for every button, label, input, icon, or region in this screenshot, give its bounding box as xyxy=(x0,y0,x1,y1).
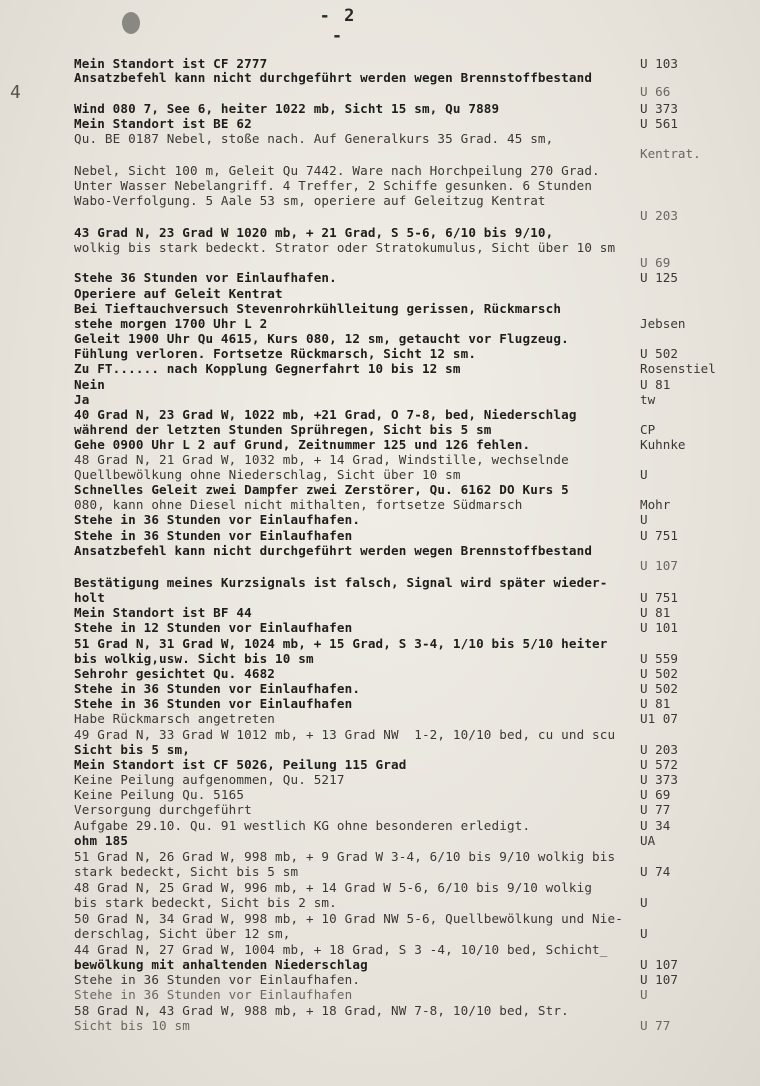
sender-tag: U 373 xyxy=(640,772,678,787)
sender-tag: U 69 xyxy=(640,255,671,270)
sender-tag: Rosenstiel xyxy=(640,361,716,376)
message-line: Zu FT...... nach Kopplung Gegnerfahrt 10 bis 12 sm xyxy=(74,361,461,376)
message-line: Stehe in 36 Stunden vor Einlaufhafen. xyxy=(74,512,361,527)
message-line: während der letzten Stunden Sprühregen, Sicht bis 5 sm xyxy=(74,422,492,437)
message-line: Schnelles Geleit zwei Dampfer zwei Zerstörer, Qu. 6162 DO Kurs 5 xyxy=(74,482,569,497)
sender-tag: U 572 xyxy=(640,757,678,772)
message-line: 48 Grad N, 21 Grad W, 1032 mb, + 14 Grad, Windstille, wechselnde xyxy=(74,452,569,467)
message-line: Stehe in 36 Stunden vor Einlaufhafen. xyxy=(74,681,361,696)
sender-tag: U 77 xyxy=(640,802,671,817)
message-line: 49 Grad N, 33 Grad W 1012 mb, + 13 Grad NW 1-2, 10/10 bed, cu und scu xyxy=(74,727,616,742)
message-line: Sicht bis 5 sm, xyxy=(74,742,190,757)
sender-tag: U1 07 xyxy=(640,711,678,726)
message-line: 080, kann ohne Diesel nicht mithalten, fortsetze Südmarsch xyxy=(74,497,523,512)
sender-tag: U xyxy=(640,926,648,941)
message-line: Quellbewölkung ohne Niederschlag, Sicht über 10 sm xyxy=(74,467,461,482)
message-line: 51 Grad N, 26 Grad W, 998 mb, + 9 Grad W 3-4, 6/10 bis 9/10 wolkig bis xyxy=(74,849,616,864)
sender-tag: U 559 xyxy=(640,651,678,666)
message-line: Stehe in 36 Stunden vor Einlaufhafen xyxy=(74,528,353,543)
sender-tag: Mohr xyxy=(640,497,671,512)
message-line: Gehe 0900 Uhr L 2 auf Grund, Zeitnummer 125 und 126 fehlen. xyxy=(74,437,531,452)
sender-tag: U 125 xyxy=(640,270,678,285)
message-line: Aufgabe 29.10. Qu. 91 westlich KG ohne besonderen erledigt. xyxy=(74,818,531,833)
sender-tag: U 81 xyxy=(640,377,671,392)
sender-tag: U 203 xyxy=(640,208,678,223)
sender-tag: U xyxy=(640,895,648,910)
sender-tag: U 81 xyxy=(640,605,671,620)
sender-tag: U 107 xyxy=(640,558,678,573)
message-line: Stehe in 36 Stunden vor Einlaufhafen. xyxy=(74,972,361,987)
message-line: Mein Standort ist BF 44 xyxy=(74,605,252,620)
message-line: Wabo-Verfolgung. 5 Aale 53 sm, operiere auf Geleitzug Kentrat xyxy=(74,193,546,208)
message-line: Fühlung verloren. Fortsetze Rückmarsch, Sicht 12 sm. xyxy=(74,346,477,361)
sender-tag: U 561 xyxy=(640,116,678,131)
message-line: Mein Standort ist BE 62 xyxy=(74,116,252,131)
message-line: stehe morgen 1700 Uhr L 2 xyxy=(74,316,268,331)
sender-tag: CP xyxy=(640,422,656,437)
message-line: bis wolkig,usw. Sicht bis 10 sm xyxy=(74,651,314,666)
message-line: Habe Rückmarsch angetreten xyxy=(74,711,276,726)
message-line: 50 Grad N, 34 Grad W, 998 mb, + 10 Grad NW 5-6, Quellbewölkung und Nie- xyxy=(74,911,623,926)
message-line: Geleit 1900 Uhr Qu 4615, Kurs 080, 12 sm, getaucht vor Flugzeug. xyxy=(74,331,569,346)
message-line: Stehe in 36 Stunden vor Einlaufhafen xyxy=(74,696,353,711)
sender-tag: U 69 xyxy=(640,787,671,802)
message-line: ohm 185 xyxy=(74,833,129,848)
sender-tag: U 81 xyxy=(640,696,671,711)
message-line: Versorgung durchgeführt xyxy=(74,802,252,817)
message-line: Qu. BE 0187 Nebel, stoße nach. Auf Generalkurs 35 Grad. 45 sm, xyxy=(74,131,554,146)
sender-tag: tw xyxy=(640,392,656,407)
sender-tag: U 34 xyxy=(640,818,671,833)
message-line: Unter Wasser Nebelangriff. 4 Treffer, 2 Schiffe gesunken. 6 Stunden xyxy=(74,178,593,193)
sender-tag: U 502 xyxy=(640,666,678,681)
message-line: bis stark bedeckt, Sicht bis 2 sm. xyxy=(74,895,337,910)
message-line: Ja xyxy=(74,392,90,407)
message-line: 48 Grad N, 25 Grad W, 996 mb, + 14 Grad W 5-6, 6/10 bis 9/10 wolkig xyxy=(74,880,593,895)
message-line: Sicht bis 10 sm xyxy=(74,1018,190,1033)
sender-tag: U 74 xyxy=(640,864,671,879)
sender-tag: U 203 xyxy=(640,742,678,757)
sender-tag: Kuhnke xyxy=(640,437,686,452)
message-line: 40 Grad N, 23 Grad W, 1022 mb, +21 Grad, O 7-8, bed, Niederschlag xyxy=(74,407,577,422)
message-line: Bestätigung meines Kurzsignals ist falsch, Signal wird später wieder- xyxy=(74,575,608,590)
message-line: Nein xyxy=(74,377,105,392)
page-number: - 2 - xyxy=(319,6,357,46)
sender-tag: U xyxy=(640,467,648,482)
message-line: Bei Tieftauchversuch Stevenrohrkühlleitung gerissen, Rückmarsch xyxy=(74,301,562,316)
sender-tag: Jebsen xyxy=(640,316,686,331)
sender-tag: U 373 xyxy=(640,101,678,116)
message-line: 43 Grad N, 23 Grad W 1020 mb, + 21 Grad, S 5-6, 6/10 bis 9/10, xyxy=(74,225,554,240)
sender-tag: U 103 xyxy=(640,56,678,71)
sender-tag: U 107 xyxy=(640,957,678,972)
sender-tag: U 751 xyxy=(640,590,678,605)
message-line: Stehe 36 Stunden vor Einlaufhafen. xyxy=(74,270,337,285)
sender-tag: U 77 xyxy=(640,1018,671,1033)
message-line: 58 Grad N, 43 Grad W, 988 mb, + 18 Grad, NW 7-8, 10/10 bed, Str. xyxy=(74,1003,569,1018)
sender-tag: Kentrat. xyxy=(640,146,701,161)
sender-tag: UA xyxy=(640,833,656,848)
margin-mark: 4 xyxy=(10,82,21,103)
sender-tag: U 107 xyxy=(640,972,678,987)
sender-tag: U xyxy=(640,987,648,1002)
message-line: wolkig bis stark bedeckt. Strator oder Stratokumulus, Sicht über 10 sm xyxy=(74,240,616,255)
message-line: Stehe in 36 Stunden vor Einlaufhafen xyxy=(74,987,353,1002)
message-line: 51 Grad N, 31 Grad W, 1024 mb, + 15 Grad, S 3-4, 1/10 bis 5/10 heiter xyxy=(74,636,608,651)
sender-tag: U 101 xyxy=(640,620,678,635)
message-line: Operiere auf Geleit Kentrat xyxy=(74,286,283,301)
message-line: bewölkung mit anhaltenden Niederschlag xyxy=(74,957,368,972)
message-line: stark bedeckt, Sicht bis 5 sm xyxy=(74,864,299,879)
message-line: Nebel, Sicht 100 m, Geleit Qu 7442. Ware nach Horchpeilung 270 Grad. xyxy=(74,163,600,178)
message-line: Ansatzbefehl kann nicht durchgeführt werden wegen Brennstoffbestand xyxy=(74,70,593,85)
sender-tag: U xyxy=(640,512,648,527)
message-line: Stehe in 12 Stunden vor Einlaufhafen xyxy=(74,620,353,635)
punch-hole xyxy=(122,12,140,34)
message-line: Wind 080 7, See 6, heiter 1022 mb, Sicht 15 sm, Qu 7889 xyxy=(74,101,500,116)
message-line: Ansatzbefehl kann nicht durchgeführt werden wegen Brennstoffbestand xyxy=(74,543,593,558)
sender-tag: U 66 xyxy=(640,84,671,99)
message-line: Keine Peilung aufgenommen, Qu. 5217 xyxy=(74,772,345,787)
message-line: derschlag, Sicht über 12 sm, xyxy=(74,926,291,941)
message-line: Mein Standort ist CF 5026, Peilung 115 Grad xyxy=(74,757,407,772)
message-line: Keine Peilung Qu. 5165 xyxy=(74,787,245,802)
message-line: Mein Standort ist CF 2777 xyxy=(74,56,268,71)
message-line: holt xyxy=(74,590,105,605)
sender-tag: U 751 xyxy=(640,528,678,543)
sender-tag: U 502 xyxy=(640,681,678,696)
message-line: Sehrohr gesichtet Qu. 4682 xyxy=(74,666,276,681)
message-line: 44 Grad N, 27 Grad W, 1004 mb, + 18 Grad, S 3 -4, 10/10 bed, Schicht_ xyxy=(74,942,608,957)
sender-tag: U 502 xyxy=(640,346,678,361)
